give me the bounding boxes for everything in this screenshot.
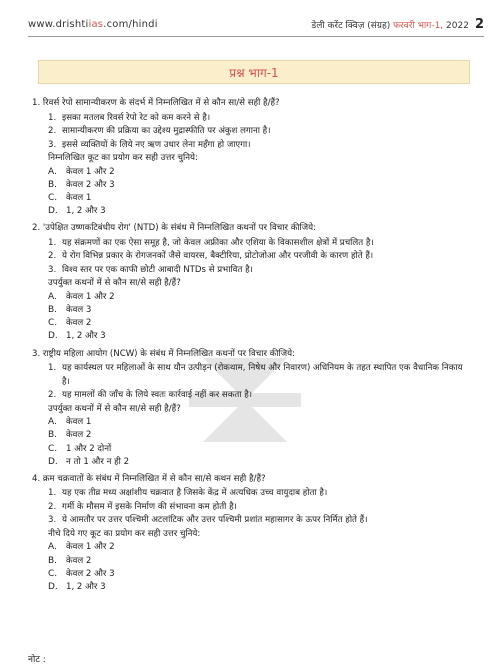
- answer-option[interactable]: [48, 568, 472, 581]
- option-text: केवल 2: [66, 555, 92, 566]
- question-instruction: उपर्युक्त कथनों में से कौन सा/से सही है/हैं?: [48, 278, 181, 289]
- statement-text: ये रोग विभिन्न प्रकार के रोगजनकों जैसे वायरस, बैक्टीरिया, प्रोटोजोआ और परजीवी के कारण होते हैं।: [62, 251, 374, 262]
- option-label: D.: [48, 456, 58, 467]
- question-block: [32, 473, 472, 598]
- answer-option[interactable]: [48, 429, 472, 442]
- statement-item: [48, 125, 472, 139]
- statement-item: [48, 139, 472, 153]
- question-block: [32, 97, 472, 222]
- document-title-part: फरवरी भाग-1,: [393, 20, 444, 31]
- option-label: A.: [48, 166, 57, 177]
- statement-item: [48, 389, 472, 403]
- statement-number: 2.: [48, 501, 57, 512]
- statement-item: [48, 501, 472, 515]
- statement-number: 1.: [48, 112, 57, 123]
- option-label: B.: [48, 179, 58, 190]
- statement-number: 2.: [48, 126, 57, 136]
- question-spacer: [32, 594, 472, 598]
- answer-option[interactable]: [48, 330, 472, 343]
- option-text: 1 और 2 दोनों: [66, 443, 112, 454]
- answer-option[interactable]: [48, 456, 472, 469]
- answer-option[interactable]: [48, 192, 472, 205]
- document-title-year: 2022: [446, 20, 469, 31]
- option-label: A.: [48, 542, 57, 553]
- statement-number: 2.: [48, 390, 57, 401]
- statement-number: 1.: [48, 237, 57, 248]
- header-divider: [28, 36, 484, 37]
- option-label: D.: [48, 206, 58, 217]
- answer-option[interactable]: [48, 581, 472, 594]
- document-title-main: डेली करेंट क्विज़ (संग्रह): [311, 20, 391, 31]
- statement-text: इससे व्यक्तियों के लिये नए ऋण उधार लेना महँगा हो जाएगा।: [62, 139, 251, 150]
- answer-option[interactable]: [48, 541, 472, 554]
- option-text: केवल 2 और 3: [66, 179, 115, 190]
- option-label: C.: [48, 192, 58, 203]
- header-right: [311, 17, 484, 32]
- option-text: केवल 3: [66, 305, 92, 316]
- option-label: A.: [48, 417, 57, 428]
- answer-option[interactable]: [48, 555, 472, 568]
- statement-text: ये आमतौर पर उत्तर पश्चिमी अटलांटिक और उत्तर पश्चिमी प्रशांत महासागर के ऊपर निर्मित होते हैं।: [62, 515, 368, 526]
- option-label: B.: [48, 305, 58, 316]
- document-title: [311, 18, 469, 31]
- option-label: C.: [48, 318, 58, 329]
- answer-option[interactable]: [48, 205, 472, 218]
- statement-item: [48, 264, 472, 278]
- statement-text: विश्व स्तर पर एक काफी छोटी आबादी NTDs से प्रभावित है।: [62, 264, 253, 275]
- statement-item: [48, 487, 472, 501]
- site-url[interactable]: [28, 19, 158, 30]
- option-text: 1, 2 और 3: [66, 206, 106, 217]
- question-stem: 3. राष्ट्रीय महिला आयोग (NCW) के संबंध में निम्नलिखित कथनों पर विचार कीजिये:: [32, 348, 295, 359]
- site-url-accent: ias: [88, 18, 104, 30]
- statement-text: गर्मी के मौसम में इसके निर्माण की संभावना कम होती है।: [62, 501, 237, 512]
- statement-text: यह एक तीव्र मध्य अक्षांशीय चक्रवात है जिसके केंद्र में अत्यधिक उच्च वायुदाब होता है।: [62, 488, 328, 499]
- answer-option[interactable]: [48, 179, 472, 192]
- option-text: केवल 1 और 2: [66, 291, 115, 302]
- question-instruction: निम्नलिखित कूट का प्रयोग कर सही उत्तर चुनिये:: [48, 153, 198, 163]
- option-label: B.: [48, 430, 58, 441]
- option-text: केवल 1: [66, 417, 92, 428]
- statement-item: [48, 514, 472, 528]
- footer-note: नोट :: [28, 655, 46, 665]
- option-text: न तो 1 और न ही 2: [66, 456, 130, 467]
- site-url-main: www.drishti: [28, 18, 89, 30]
- answer-option[interactable]: [48, 166, 472, 179]
- statement-text: सामान्यीकरण की प्रक्रिया का उद्देश्य मुद्रास्फीति पर अंकुश लगाना है।: [62, 126, 271, 136]
- statement-number: 1.: [48, 488, 57, 499]
- option-text: केवल 1: [66, 192, 92, 203]
- option-text: केवल 2: [66, 430, 92, 441]
- statement-text: यह कार्यस्थल पर महिलाओं के साथ यौन उत्पीड़न (रोकथाम, निषेध और निवारण) अधिनियम के तहत स्थापित एक वैधानिक निकाय है।: [62, 363, 463, 387]
- statement-number: 3.: [48, 139, 57, 150]
- option-label: A.: [48, 291, 57, 302]
- section-title: प्रश्न भाग-1: [229, 65, 279, 80]
- page-header: [28, 16, 484, 32]
- statement-text: यह संक्रमणों का एक ऐसा समूह है, जो केवल अफ्रीका और एशिया के विकासशील क्षेत्रों में प्रचलित है।: [62, 237, 374, 248]
- question-list: [32, 97, 472, 598]
- question-stem: 2. 'उपेक्षित उष्णकटिबंधीय रोग' (NTD) के संबंध में निम्नलिखित कथनों पर विचार कीजिये:: [32, 223, 317, 234]
- statement-item: [48, 237, 472, 251]
- question-block: [32, 348, 472, 473]
- page-number: 2: [474, 16, 484, 32]
- option-text: 1, 2 और 3: [66, 331, 106, 342]
- statement-number: 2.: [48, 251, 57, 262]
- question-instruction: नीचे दिये गए कूट का प्रयोग कर सही उत्तर चुनिये:: [48, 528, 201, 539]
- statement-text: यह मामलों की जाँच के लिये स्वतः कार्रवाई नहीं कर सकता है।: [62, 390, 253, 401]
- statement-number: 3.: [48, 264, 57, 275]
- statement-number: 3.: [48, 515, 57, 526]
- statement-item: [48, 250, 472, 264]
- question-stem: 4. क्रम चक्रवातों के संबंध में निम्नलिखित में से कौन सा/से कथन सही है/हैं?: [32, 473, 266, 484]
- section-heading-box: [38, 60, 470, 84]
- answer-option[interactable]: [48, 317, 472, 330]
- answer-option[interactable]: [48, 304, 472, 317]
- statement-item: [48, 362, 472, 389]
- option-text: केवल 1 और 2: [66, 166, 115, 177]
- option-label: C.: [48, 568, 58, 579]
- option-label: D.: [48, 582, 58, 593]
- option-label: D.: [48, 331, 58, 342]
- question-instruction: उपर्युक्त कथनों में से कौन सा/से सही है/हैं?: [48, 403, 181, 414]
- question-block: [32, 222, 472, 347]
- statement-item: [48, 112, 472, 126]
- option-label: B.: [48, 555, 58, 566]
- option-text: केवल 2: [66, 318, 92, 329]
- site-url-tail: .com/hindi: [103, 18, 158, 30]
- statement-number: 1.: [48, 363, 57, 374]
- question-stem: 1. रिवर्स रेपो सामान्यीकरण के संदर्भ में निम्नलिखित में से कौन सा/से सही है/हैं?: [32, 98, 280, 108]
- option-text: केवल 1 और 2: [66, 542, 115, 553]
- answer-option[interactable]: [48, 416, 472, 429]
- answer-option[interactable]: [48, 443, 472, 456]
- answer-option[interactable]: [48, 291, 472, 304]
- option-text: 1, 2 और 3: [66, 582, 106, 593]
- option-label: C.: [48, 443, 58, 454]
- option-text: केवल 2 और 3: [66, 568, 115, 579]
- statement-text: इसका मतलब रिवर्स रेपो रेट को कम करने से है।: [62, 112, 211, 123]
